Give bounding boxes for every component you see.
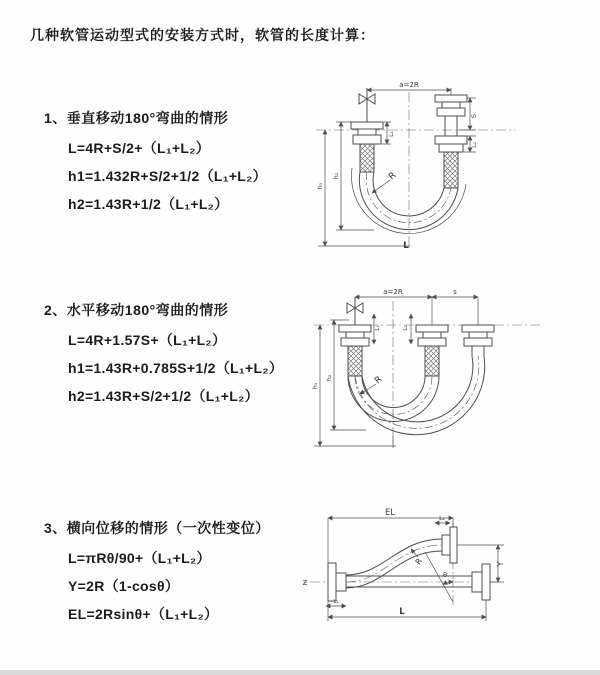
page-title: 几种软管运动型式的安装方式时，软管的长度计算： — [30, 27, 375, 43]
dimensions — [326, 518, 504, 621]
u-bend-hoses — [348, 356, 485, 446]
section-3-heading: 3、横向位移的情形（一次性变位） — [44, 520, 270, 536]
dim-label-r: R — [387, 170, 399, 183]
section-2-formula-h2: h2=1.43R+S/2+1/2（L₁+L₂） — [68, 388, 259, 404]
dim-label-r: R — [373, 374, 385, 387]
section-2-heading: 2、水平移动180°弯曲的情形 — [44, 302, 229, 318]
section-1-heading: 1、垂直移动180°弯曲的情形 — [44, 110, 229, 126]
centerlines — [310, 523, 498, 605]
right-flange — [472, 564, 490, 600]
middle-fitting — [416, 297, 448, 376]
section-1-formula-h1: h1=1.432R+S/2+1/2（L₁+L₂） — [68, 168, 267, 184]
dim-label-l1: L₁ — [333, 599, 339, 605]
left-fitting — [339, 325, 371, 376]
dim-label-length: L — [403, 241, 409, 251]
dim-label-y: Y — [496, 561, 505, 567]
dim-label-l1: L₁ — [375, 325, 381, 331]
section-1-formula-l: L=4R+S/2+（L₁+L₂） — [68, 140, 211, 156]
section-3-formula-el: EL=2Rsinθ+（L₁+L₂） — [68, 606, 219, 622]
dim-label-el: EL — [384, 508, 396, 518]
centerline-mark-z: Ƶ — [302, 579, 308, 587]
dim-label-theta: θ — [443, 571, 447, 579]
dim-label-s: S — [470, 113, 478, 119]
section-3-formula-y: Y=2R（1-cosθ） — [68, 578, 180, 594]
upper-flange — [442, 527, 457, 563]
valve-icon — [347, 297, 363, 325]
right-fitting — [435, 95, 467, 188]
diagram-lateral-displacement — [298, 503, 600, 645]
dim-label-a2r: a=2R — [399, 81, 419, 89]
angle-construction — [425, 552, 453, 602]
left-flange — [328, 563, 346, 601]
dim-label-l2: L₂ — [439, 515, 445, 522]
dim-label-s: s — [453, 288, 457, 296]
diagram-horizontal-180-bend — [306, 286, 550, 452]
dim-label-length: L — [399, 607, 405, 617]
dim-label-l2: L₂ — [403, 325, 409, 331]
section-3-formula-l: L=πRθ/90+（L₁+L₂） — [68, 550, 211, 566]
dim-label-a2r: a=2R — [383, 288, 403, 296]
page-bottom-edge — [0, 670, 600, 675]
dim-label-h1: h₁ — [311, 382, 319, 390]
dim-label-h2: h₂ — [325, 374, 333, 382]
section-1-formula-h2: h2=1.43R+1/2（L₁+L₂） — [68, 196, 229, 212]
section-2-formula-h1: h1=1.43R+0.785S+1/2（L₁+L₂） — [68, 360, 284, 376]
centerlines — [316, 92, 515, 248]
valve-icon — [359, 88, 375, 122]
dim-label-h1: h₁ — [316, 182, 324, 190]
dim-label-l2: L₂ — [471, 142, 478, 148]
left-fitting — [351, 122, 383, 172]
diagram-vertical-180-bend — [310, 76, 548, 254]
dim-label-h2: h₂ — [332, 172, 340, 180]
dim-label-l1: L₁ — [388, 131, 395, 137]
section-2-formula-l: L=4R+1.57S+（L₁+L₂） — [68, 332, 227, 348]
dim-label-r: R — [413, 556, 425, 567]
right-fitting — [462, 297, 494, 356]
